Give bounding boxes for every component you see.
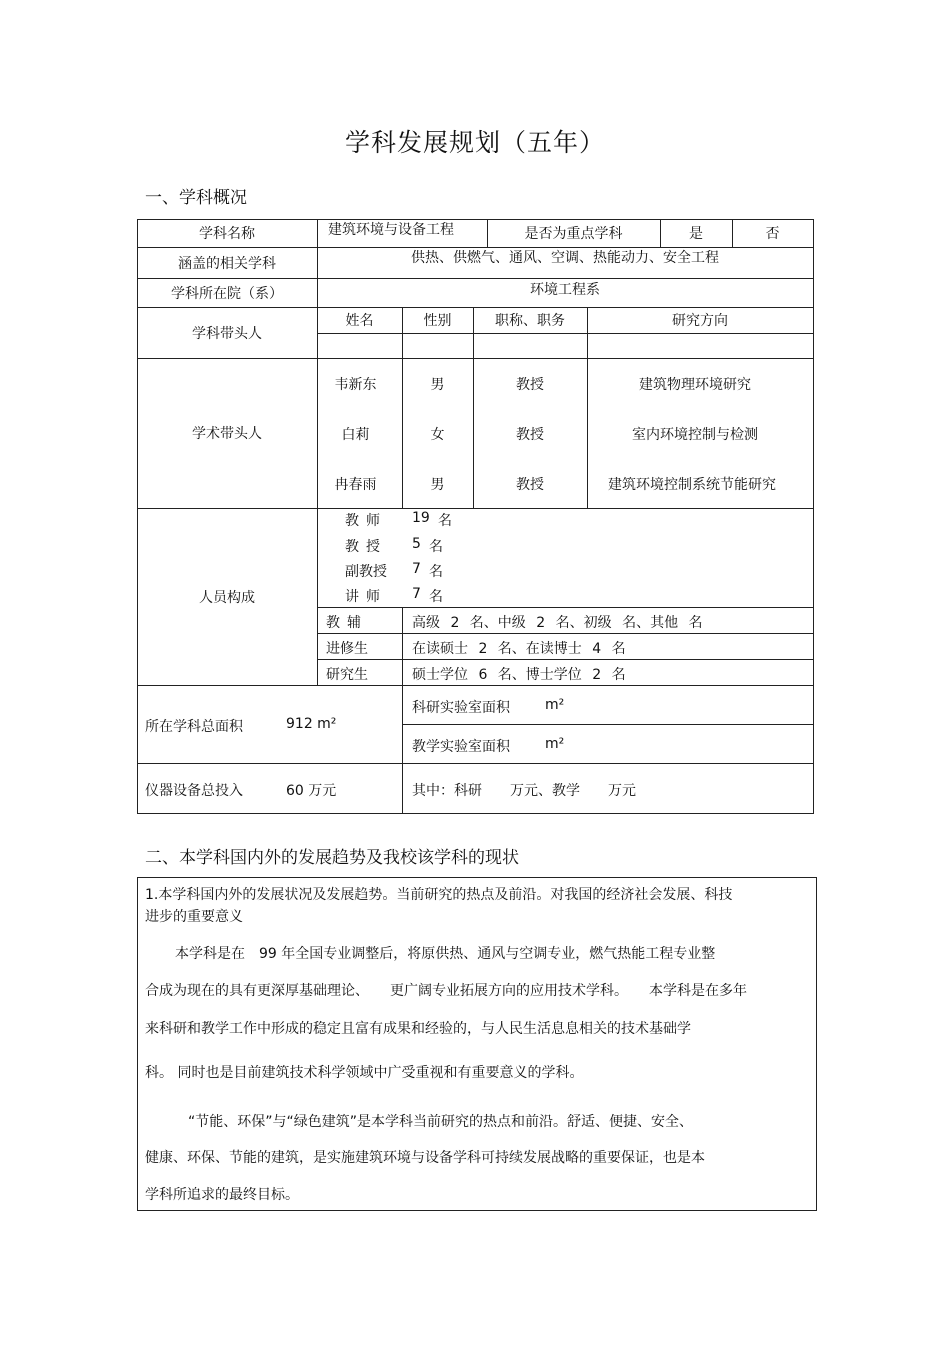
header-title: 职称、职务 bbox=[495, 313, 565, 329]
key-subject-no: 否 bbox=[765, 226, 780, 242]
person-3-title: 教授 bbox=[516, 477, 544, 493]
para2-line-3: 学科所追求的最终目标。 bbox=[145, 1187, 299, 1203]
assist-label: 教辅 bbox=[326, 615, 368, 631]
staff-num-associate: 7 bbox=[412, 561, 421, 577]
person-2-direction: 室内环境控制与检测 bbox=[632, 427, 758, 443]
subject-leader-label: 学科带头人 bbox=[192, 325, 262, 342]
staff-role-teachers: 教师 bbox=[345, 513, 387, 529]
staff-unit-lecturers: 名 bbox=[429, 589, 443, 605]
staff-num-teachers: 19 bbox=[412, 510, 430, 526]
person-1-gender: 男 bbox=[430, 377, 445, 393]
staff-role-associate: 副教授 bbox=[345, 564, 387, 580]
header-direction: 研究方向 bbox=[672, 313, 728, 329]
key-subject-label: 是否为重点学科 bbox=[524, 226, 623, 242]
person-1-title: 教授 bbox=[516, 377, 544, 393]
staff-unit-teachers: 名 bbox=[438, 513, 452, 529]
page-title: 学科发展规划（五年） bbox=[344, 128, 605, 157]
staff-unit-professors: 名 bbox=[429, 539, 443, 555]
person-2-gender: 女 bbox=[430, 427, 445, 443]
header-gender: 性别 bbox=[423, 313, 452, 329]
related-subjects-value: 供热、供燃气、通风、空调、热能动力、安全工程 bbox=[411, 250, 719, 266]
teaching-lab-unit: m² bbox=[545, 736, 565, 752]
person-2-title: 教授 bbox=[516, 427, 544, 443]
para1-line-1: 本学科是在 99 年全国专业调整后，将原供热、通风与空调专业，燃气热能工程专业整 bbox=[175, 946, 716, 962]
person-3-direction: 建筑环境控制系统节能研究 bbox=[608, 477, 776, 493]
department-label: 学科所在院（系） bbox=[171, 285, 283, 302]
grad-value: 硕士学位 6 名、博士学位 2 名 bbox=[412, 667, 626, 683]
person-1-name: 韦新东 bbox=[334, 377, 377, 393]
area-label: 所在学科总面积 bbox=[145, 719, 243, 735]
further-label: 进修生 bbox=[326, 641, 368, 657]
question-line-2: 进步的重要意义 bbox=[145, 909, 243, 925]
area-value: 912 m² bbox=[286, 716, 337, 732]
para2-line-1: “节能、环保”与“绿色建筑”是本学科当前研究的热点和前沿。舒适、便捷、安全、 bbox=[188, 1114, 694, 1130]
person-2-name: 白莉 bbox=[341, 427, 370, 443]
section-2-heading: 二、本学科国内外的发展趋势及我校该学科的现状 bbox=[145, 848, 519, 868]
para1-line-4: 科。 同时也是目前建筑技术科学领域中广受重视和有重要意义的学科。 bbox=[145, 1065, 584, 1081]
equipment-value: 60 万元 bbox=[286, 783, 337, 799]
person-3-name: 冉春雨 bbox=[334, 477, 377, 493]
teaching-lab-label: 教学实验室面积 bbox=[412, 739, 510, 755]
person-1-direction: 建筑物理环境研究 bbox=[639, 377, 751, 393]
header-name: 姓名 bbox=[345, 313, 374, 329]
academic-leader-label: 学术带头人 bbox=[192, 426, 262, 442]
para1-line-3: 来科研和教学工作中形成的稳定且富有成果和经验的，与人民生活息息相关的技术基础学 bbox=[145, 1021, 691, 1037]
key-subject-yes: 是 bbox=[689, 226, 703, 242]
grad-label: 研究生 bbox=[326, 667, 368, 683]
para1-line-2: 合成为现在的具有更深厚基础理论、 更广阔专业拓展方向的应用技术学科。 本学科是在多年 bbox=[145, 983, 747, 999]
equipment-breakdown: 其中：科研 万元、教学 万元 bbox=[412, 783, 636, 799]
section-1-heading: 一、学科概况 bbox=[145, 188, 247, 208]
related-subjects-label: 涵盖的相关学科 bbox=[178, 255, 276, 272]
person-3-gender: 男 bbox=[430, 477, 445, 493]
subject-name-value: 建筑环境与设备工程 bbox=[328, 222, 454, 238]
staff-role-professors: 教授 bbox=[345, 539, 387, 555]
staff-label: 人员构成 bbox=[199, 589, 255, 606]
further-value: 在读硕士 2 名、在读博士 4 名 bbox=[412, 641, 626, 657]
para2-line-2: 健康、环保、节能的建筑，是实施建筑环境与设备学科可持续发展战略的重要保证，也是本 bbox=[145, 1150, 705, 1166]
assist-value: 高级 2 名、中级 2 名、初级 名、其他 名 bbox=[412, 615, 703, 631]
equipment-label: 仪器设备总投入 bbox=[145, 783, 243, 799]
staff-unit-associate: 名 bbox=[429, 564, 443, 580]
question-line-1: 1.本学科国内外的发展状况及发展趋势。当前研究的热点及前沿。对我国的经济社会发展、科技 bbox=[145, 887, 733, 903]
staff-num-lecturers: 7 bbox=[412, 586, 421, 602]
staff-role-lecturers: 讲师 bbox=[345, 589, 387, 605]
research-lab-label: 科研实验室面积 bbox=[412, 700, 510, 716]
subject-name-label: 学科名称 bbox=[199, 226, 255, 242]
department-value: 环境工程系 bbox=[530, 282, 600, 298]
research-lab-unit: m² bbox=[545, 697, 565, 713]
staff-num-professors: 5 bbox=[412, 536, 421, 552]
